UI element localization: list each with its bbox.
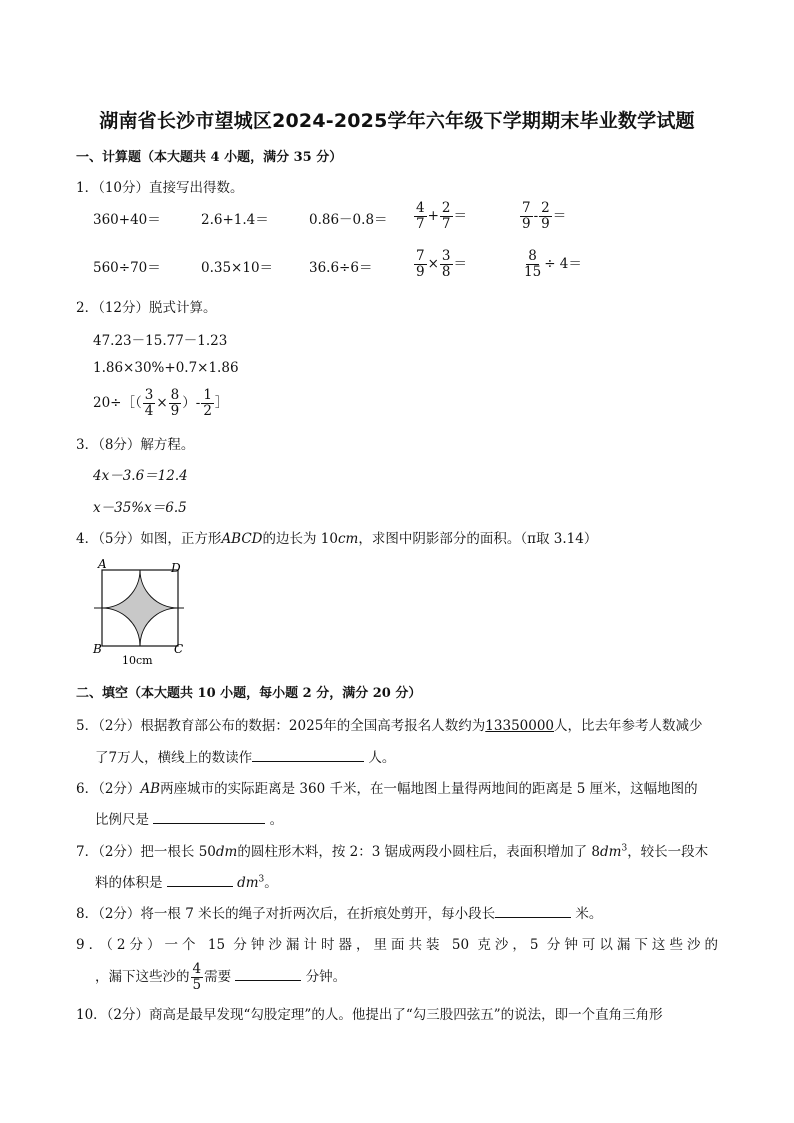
fraction: $\frac{1}{2}$ [203, 387, 212, 419]
shaded-region [102, 570, 178, 646]
fraction: $\frac{8}{9}$ [170, 387, 180, 419]
oral-calc-7: 0.35×10＝ [201, 260, 274, 276]
oral-calc-1: 360+40＝ [93, 212, 161, 228]
answer-blank[interactable] [167, 872, 233, 887]
equation-1: 4x－3.6＝12.4 [93, 468, 188, 484]
fraction: $\frac{2}{9}$ [541, 200, 550, 232]
equation-2: x－35%x＝6.5 [93, 500, 187, 516]
expression-1: 47.23－15.77－1.23 [93, 333, 228, 349]
section-1-heading: 一、计算题（本大题共 4 小题，满分 35 分） [76, 150, 343, 165]
oral-calc-8: 36.6÷6＝ [309, 260, 373, 276]
fraction: $\frac{8}{15}$ [524, 248, 542, 280]
oral-calc-4: $\frac{4}{7}$ + $\frac{2}{7}$ ＝ [416, 200, 467, 232]
oral-calc-6: 560÷70＝ [93, 260, 161, 276]
question-10-line-1: 10．（2分）商高是最早发现“勾股定理”的人。他提出了“勾三股四弦五”的说法，即一个直角三角形 [76, 1007, 663, 1023]
section-2-heading: 二、填空（本大题共 10 小题，每小题 2 分，满分 20 分） [76, 686, 422, 701]
fraction: $\frac{7}{9}$ [416, 248, 425, 280]
label-c: C [174, 642, 184, 656]
side-length-label: 10cm [122, 654, 153, 667]
fraction: $\frac{4}{7}$ [416, 200, 425, 232]
question-2-heading: 2．（12分）脱式计算。 [76, 300, 217, 316]
question-4-heading: 4．（5分）如图，正方形ABCD的边长为 10cm，求图中阴影部分的面积。（π取 3.14） [76, 531, 598, 547]
oral-calc-10: $\frac{8}{15}$ ÷ 4＝ [524, 248, 582, 280]
answer-blank[interactable] [495, 903, 571, 918]
question-5-line-1: 5．（2分）根据教育部公布的数据：2025年的全国高考报名人数约为13350000人，比去年参考人数减少 [76, 718, 703, 734]
label-b: B [93, 642, 102, 656]
page-title: 湖南省长沙市望城区2024-2025学年六年级下学期期末毕业数学试题 [99, 110, 695, 132]
oral-calc-3: 0.86－0.8＝ [309, 212, 388, 228]
fraction: $\frac{3}{8}$ [441, 248, 451, 280]
oral-calc-5: $\frac{7}{9}$ - $\frac{2}{9}$ ＝ [522, 200, 567, 232]
question-6-line-2: 比例尺是 。 [95, 808, 283, 828]
label-a: A [98, 558, 107, 571]
expression-3: 20÷［（ $\frac{3}{4}$ × $\frac{8}{9}$ ）- $\frac{1}{2}$ ］ [93, 387, 229, 419]
answer-blank[interactable] [252, 747, 364, 762]
label-d: D [171, 561, 181, 575]
oral-calc-9: $\frac{7}{9}$ × $\frac{3}{8}$ ＝ [416, 248, 467, 280]
fraction: $\frac{2}{7}$ [441, 200, 451, 232]
fraction: $\frac{4}{5}$ [192, 961, 202, 993]
question-1-heading: 1．（10分）直接写出得数。 [76, 180, 244, 196]
answer-blank[interactable] [153, 809, 265, 824]
question-9-line-1: 9．（2分）一个 15 分钟沙漏计时器，里面共装 50 克沙，5 分钟可以漏下这些沙的 [76, 937, 718, 953]
question-6-line-1: 6．（2分）AB两座城市的实际距离是 360 千米，在一幅地图上量得两地间的距离是 5 厘米，这幅地图的 [76, 781, 698, 797]
square-figure [90, 558, 190, 668]
oral-calc-2: 2.6+1.4＝ [201, 212, 269, 228]
fraction: $\frac{7}{9}$ [522, 200, 531, 232]
question-3-heading: 3．（8分）解方程。 [76, 437, 195, 453]
question-7-line-1: 7．（2分）把一根长 50dm的圆柱形木料，按 2：3 锯成两段小圆柱后，表面积增加了 $8dm^3$，较长一段木 [76, 843, 709, 860]
question-9-line-2: ，漏下这些沙的 $\frac{4}{5}$ 需要 分钟。 [95, 961, 347, 993]
question-5-line-2: 了7万人，横线上的数读作 人。 [95, 746, 395, 766]
question-8-line-1: 8．（2分）将一根 7 米长的绳子对折两次后，在折痕处剪开，每小段长 米。 [76, 902, 602, 922]
answer-blank[interactable] [235, 966, 301, 981]
fraction: $\frac{3}{4}$ [144, 387, 154, 419]
question-7-line-2: 料的体积是 $dm^3$。 [95, 871, 278, 891]
expression-2: 1.86×30%+0.7×1.86 [93, 360, 239, 376]
